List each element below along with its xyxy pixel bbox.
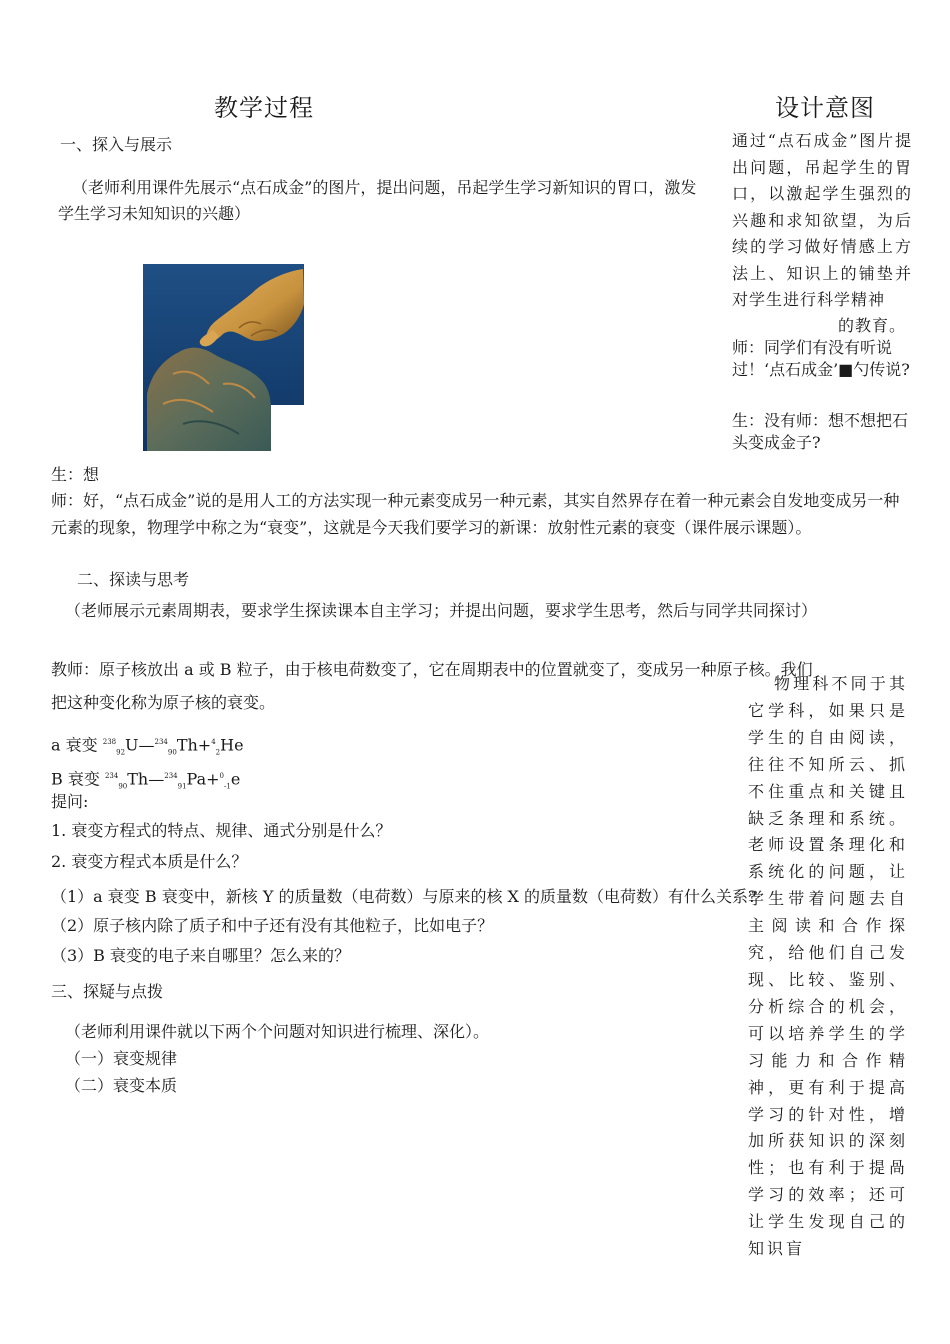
design-intent-para2-box — [748, 671, 908, 1259]
section3-item-1: （一）衰变规律 — [65, 1049, 178, 1068]
section1-heading: 一、探入与展示 — [60, 135, 173, 154]
student-reply: 生：想 — [51, 465, 100, 484]
alpha-decay-equation: a 衰变 $^{238}_{92}$U—$^{234}_{90}$Th+$^4_2$He — [51, 735, 244, 757]
section2-heading: 二、探读与思考 — [77, 570, 190, 589]
process-title: 教学过程 — [214, 94, 314, 122]
section3-heading: 三、探疑与点拨 — [51, 982, 164, 1001]
teacher-introduction: 师：好，“点石成金”说的是用人工的方法实现一种元素变成另一种元素，其实自然界存在着一种元素会自发地变成另一种元素的现象，物理学中称之为“衰变”，这就是今天我们要学习的新课：放射性元素的衰变（课件展示课题）。 — [51, 491, 900, 537]
question-prompt: 提问: — [51, 792, 89, 811]
dialog-teacher-question: 师：同学们有没有听说过！‘点石成金’■勺传说? — [732, 338, 910, 379]
section2-intro: （老师展示元素周期表，要求学生探读课本自主学习；并提出问题，要求学生思考，然后与同学共同探讨） — [65, 601, 818, 620]
beta-decay-label: B 衰变 — [51, 769, 100, 789]
teacher-explanation-line2: 把这种变化称为原子核的衰变。 — [51, 693, 276, 712]
design-intent-title: 设计意图 — [775, 94, 875, 122]
design-intent-para1: 通过“点石成金”图片提出问题，吊起学生的胃口，以激起学生强烈的兴趣和求知欲望，为后续的学习做好情感上方法上、知识上的铺垫并对学生进行科学精神 — [732, 131, 912, 309]
sub-question-2: （2）原子核内除了质子和中子还有没有其他粒子，比如电子？ — [51, 916, 494, 935]
design-intent-para2: 物理科不同于其它学科，如果只是学生的自由阅读，往往不知所云、抓不住重点和关键且缺乏条理和系统。老师设置条理化和系统化的问题，让学生带着问题去自主阅读和合作探究，给他们自己发现、比较、鉴别、分析综合的机会，可以培养学生的学习能力和合作精神，更有利于提高学习的针对性，增加所获知识的深刻性；也有利于提咼学习的效率；还可让学生发现自己的知识盲 — [748, 674, 908, 1259]
design-intent-para1-end: 的教育。 — [838, 316, 907, 335]
teacher-explanation-line1: 教师：原子核放出 a 或 B 粒子，由于核电荷数变了，它在周期表中的位置就变了，变成另一种原子核。我们 — [51, 660, 813, 679]
section3-intro: （老师利用课件就以下两个个问题对知识进行梳理、深化）。 — [65, 1022, 490, 1041]
beta-decay-equation: B 衰变 $^{234}_{90}$Th—$^{234}_{91}$Pa+$^0_{-1}$e — [51, 769, 241, 791]
dialog-student-answer: 生：没有师：想不想把石头变成金子? — [732, 411, 909, 452]
question-1: 1. 衰变方程式的特点、规律、通式分别是什么？ — [51, 821, 392, 840]
section3-item-2: （二）衰变本质 — [65, 1076, 178, 1095]
question-2: 2. 衰变方程式本质是什么？ — [51, 852, 248, 871]
section1-intro: （老师利用课件先展示“点石成金”的图片，提出问题，吊起学生学习新知识的胃口，激发学生学习未知知识的兴趣） — [58, 178, 697, 223]
sub-question-3: （3）B 衰变的电子来自哪里？怎么来的？ — [51, 946, 351, 965]
sub-question-1: （1）a 衰变 B 衰变中，新核 Y 的质量数（电荷数）与原来的核 X 的质量数（电荷数）有什么关系? — [51, 887, 757, 906]
alpha-decay-label: a 衰变 — [51, 735, 98, 755]
stone-to-gold-image — [143, 264, 304, 451]
